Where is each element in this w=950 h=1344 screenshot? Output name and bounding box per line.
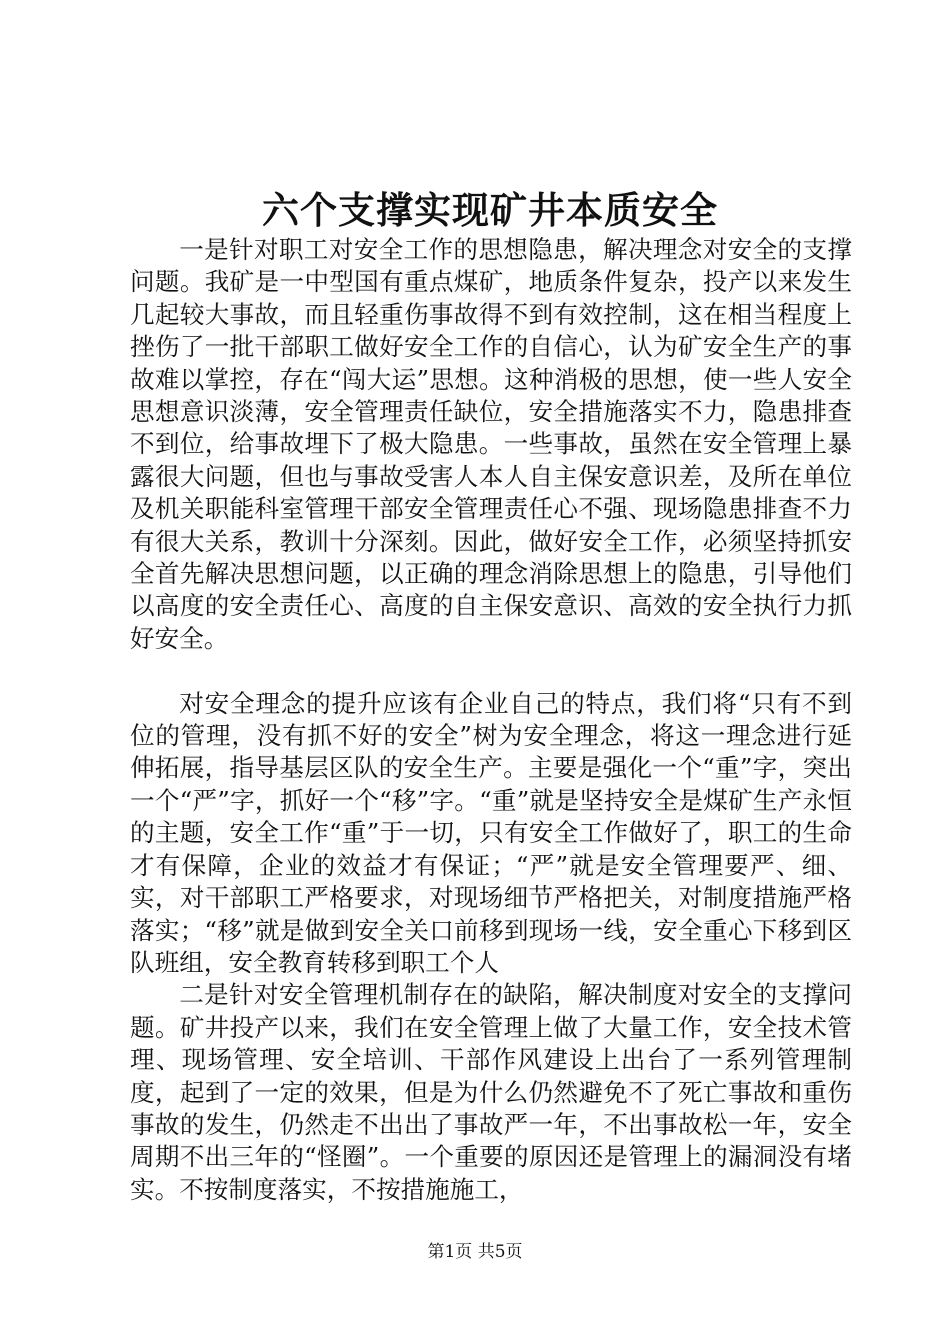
- document-title: 六个支撑实现矿井本质安全: [262, 188, 718, 232]
- paragraph-1: 一是针对职工对安全工作的思想隐患，解决理念对安全的支撑问题。我矿是一中型国有重点煤矿，地质条件复杂，投产以来发生几起较大事故，而且轻重伤事故得不到有效控制，这在相当程度上挫伤了一批干部职工做好安全工作的自信心，认为矿安全生产的事故难以掌控，存在“闯大运”思想。这种消极的思想，使一些人安全思想意识淡薄，安全管理责任缺位，安全措施落实不力，隐患排查不到位，给事故埋下了极大隐患。一些事故，虽然在安全管理上暴露很大问题，但也与事故受害人本人自主保安意识差，及所在单位及机关职能科室管理干部安全管理责任心不强、现场隐患排查不力有很大关系，教训十分深刻。因此，做好安全工作，必须坚持抓安全首先解决思想问题，以正确的理念消除思想上的隐患，引导他们以高度的安全责任心、高度的自主保安意识、高效的安全执行力抓好安全。: [130, 235, 852, 653]
- page-footer: 第1页 共5页: [427, 1242, 523, 1262]
- document-body: [130, 234, 852, 1206]
- paragraph-3: 二是针对安全管理机制存在的缺陷，解决制度对安全的支撑问题。矿井投产以来，我们在安全管理上做了大量工作，安全技术管理、现场管理、安全培训、干部作风建设上出台了一系列管理制度，起到了一定的效果，但是为什么仍然避免不了死亡事故和重伤事故的发生，仍然走不出出了事故严一年，不出事故松一年，安全周期不出三年的“怪圈”。一个重要的原因还是管理上的漏洞没有堵实。不按制度落实，不按措施施工，: [130, 980, 852, 1204]
- paragraph-2: 对安全理念的提升应该有企业自己的特点，我们将“只有不到位的管理，没有抓不好的安全”树为安全理念，将这一理念进行延伸拓展，指导基层区队的安全生产。主要是强化一个“重”字，突出一个“严”字，抓好一个“移”字。“重”就是坚持安全是煤矿生产永恒的主题，安全工作“重”于一切，只有安全工作做好了，职工的生命才有保障，企业的效益才有保证；“严”就是安全管理要严、细、实，对干部职工严格要求，对现场细节严格把关，对制度措施严格落实；“移”就是做到安全关口前移到现场一线，安全重心下移到区队班组，安全教育转移到职工个人: [130, 688, 852, 977]
